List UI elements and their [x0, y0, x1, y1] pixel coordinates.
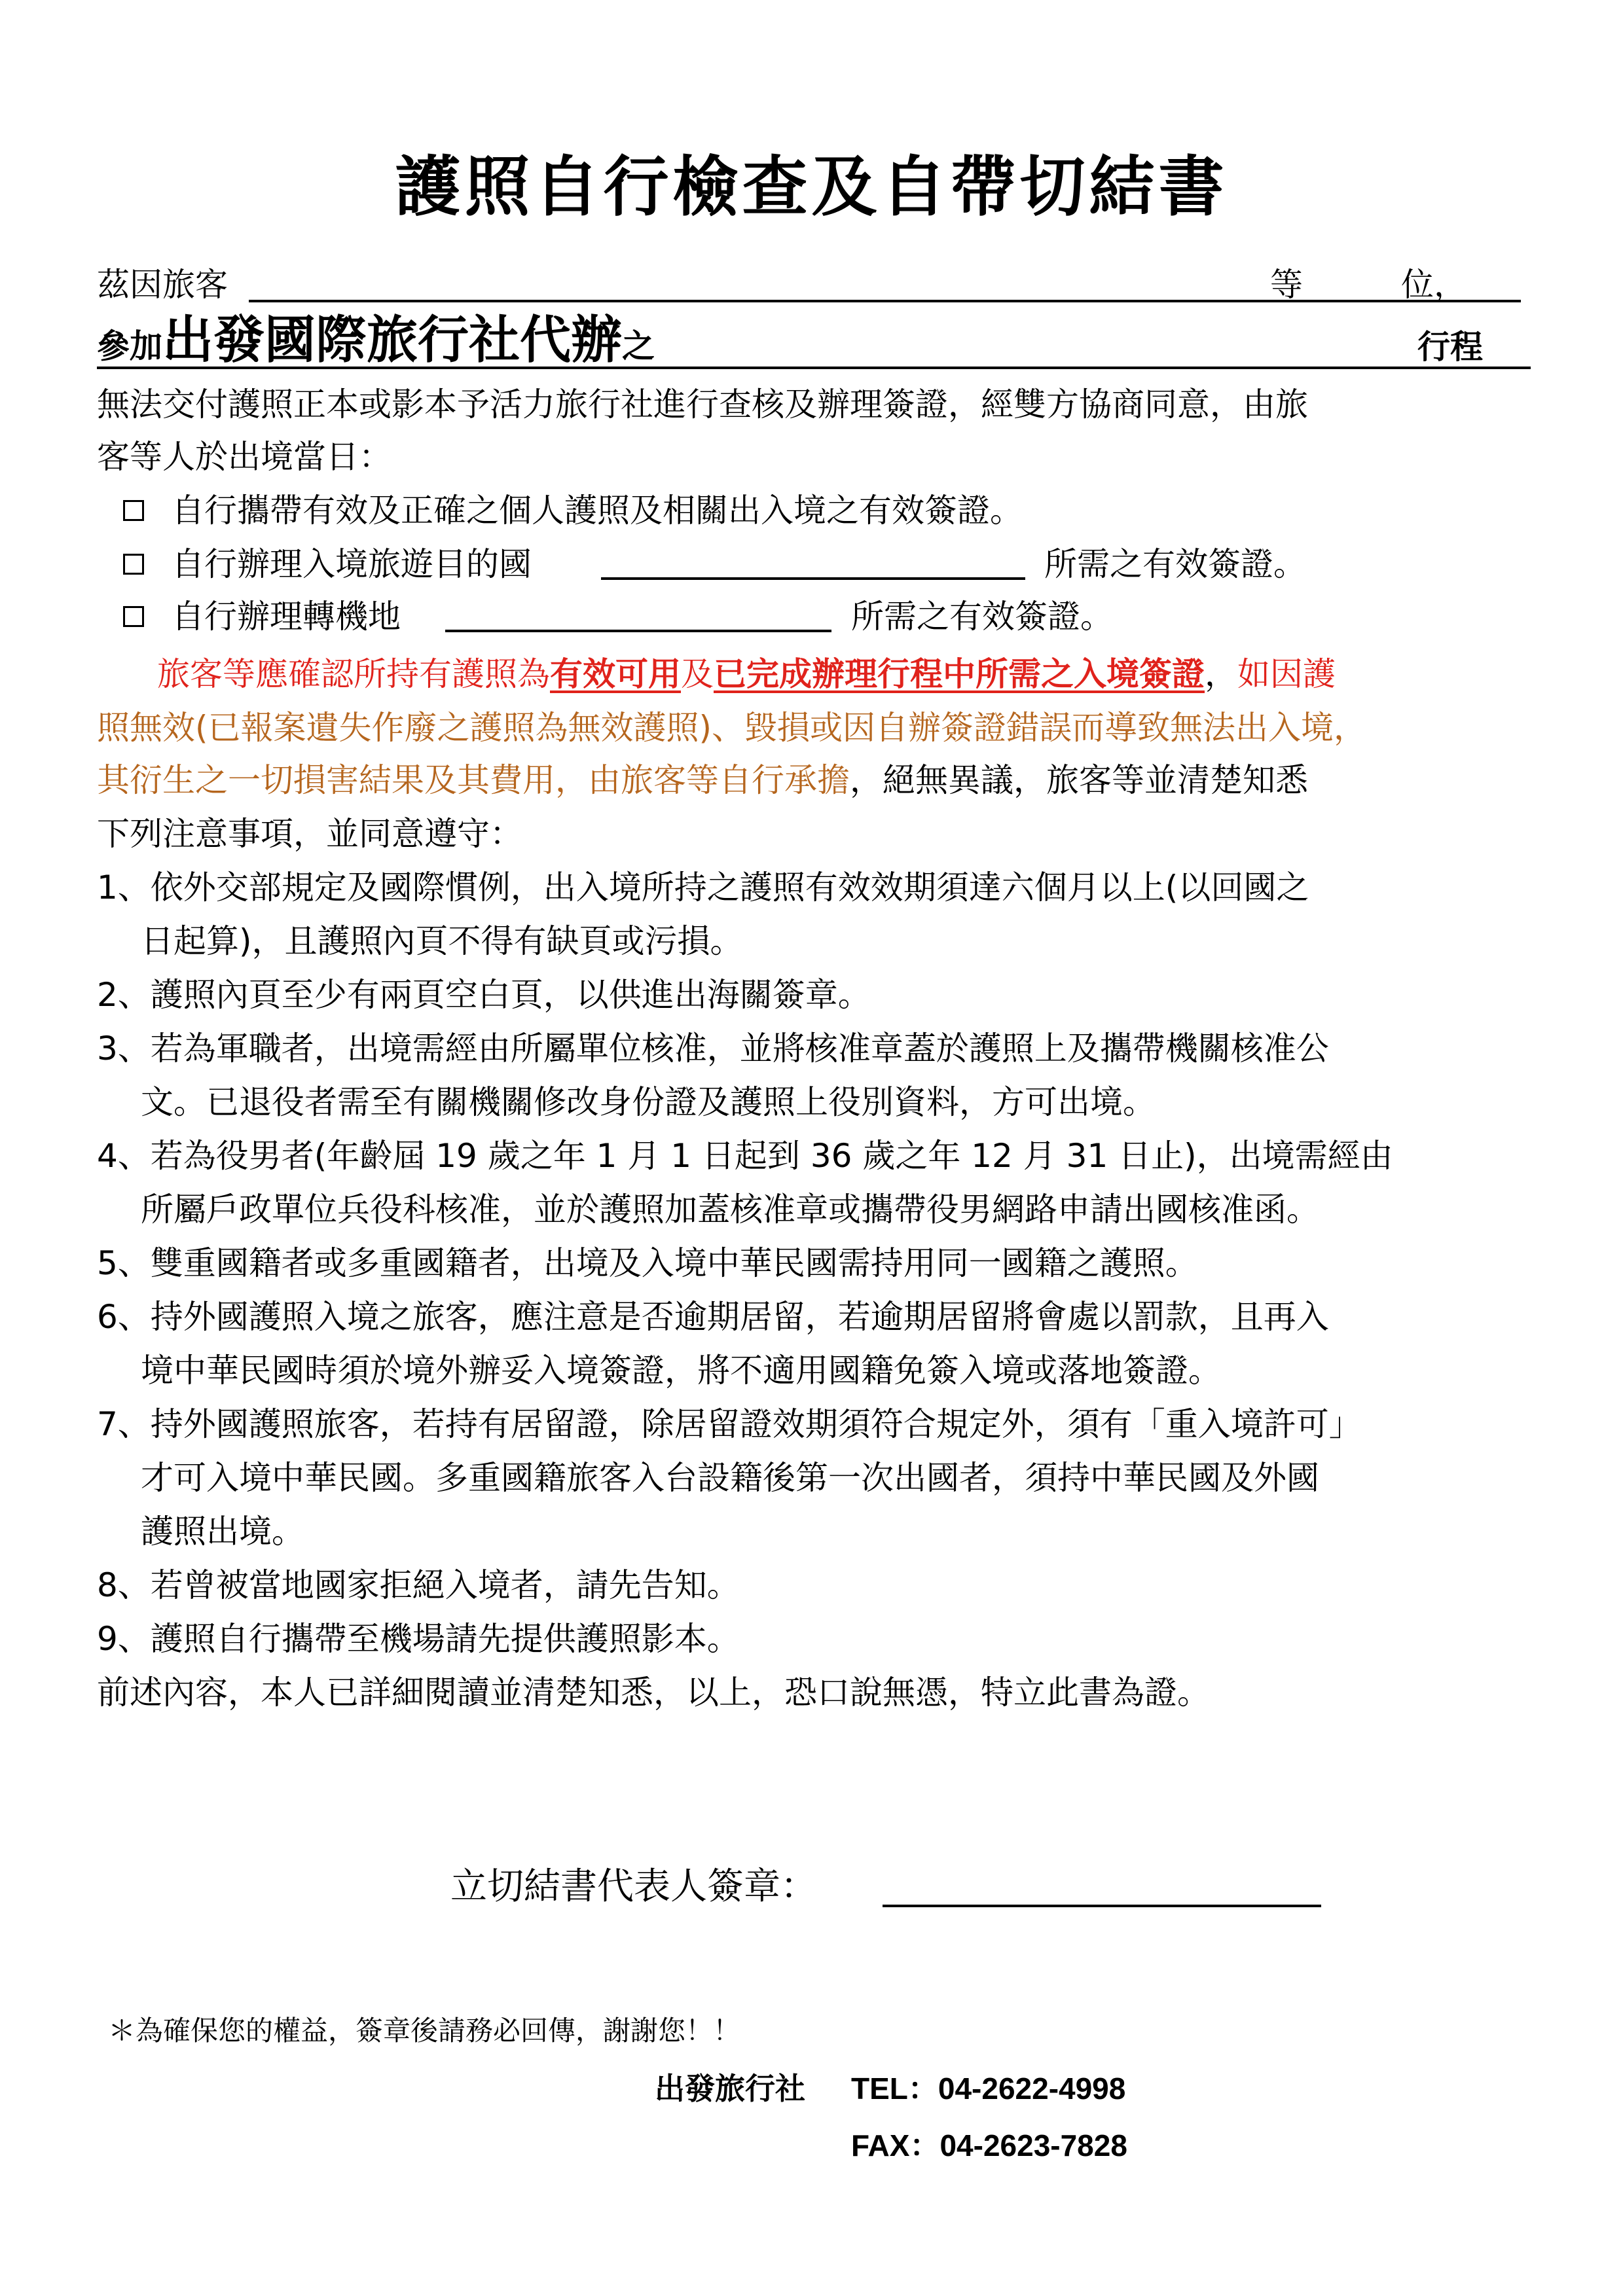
itinerary-field[interactable] [97, 367, 1531, 369]
checklist-item-3-suffix: 所需之有效簽證。 [851, 598, 1113, 636]
count-label-b: 位， [1401, 266, 1467, 304]
join-line [97, 311, 655, 372]
destination-country-field[interactable] [601, 577, 1025, 580]
rule-3-line-1: 3、若為軍職者，出境需經由所屬單位核准，並將核准章蓋於護照上及攜帶機關核准公 [97, 1030, 1329, 1067]
warning-line-1: 旅客等應確認所持有護照為有效可用及已完成辦理行程中所需之入境簽證，如因護 [157, 655, 1336, 693]
rule-3-line-2: 文。已退役者需至有關機關修改身份證及護照上役別資料，方可出境。 [141, 1083, 1156, 1121]
checkbox[interactable] [123, 554, 144, 575]
intro-line-1: 無法交付護照正本或影本予活力旅行社進行查核及辦理簽證，經雙方協商同意，由旅 [97, 386, 1308, 423]
signature-label: 立切結書代表人簽章： [450, 1865, 817, 1908]
rule-2-line-1: 2、護照內頁至少有兩頁空白頁，以供進出海關簽章。 [97, 976, 871, 1014]
rule-4-line-1: 4、若為役男者(年齡屆 19 歲之年 1 月 1 日起到 36 歲之年 12 月 31 日止)，出境需經由 [97, 1137, 1393, 1175]
checklist-item: 自行攜帶有效及正確之個人護照及相關出入境之有效簽證。 [123, 484, 1023, 531]
agency-name: 出發國際旅行社代辦 [162, 311, 623, 370]
checklist-item: 自行辦理轉機地 [123, 590, 401, 637]
intro-line-2: 客等人於出境當日： [97, 438, 392, 476]
rule-7-line-1: 7、持外國護照旅客，若持有居留證，除居留證效期須符合規定外，須有「重入境許可」 [97, 1405, 1362, 1443]
traveler-label: 茲因旅客 [97, 266, 228, 304]
checkbox[interactable] [123, 606, 144, 627]
rule-7-line-3: 護照出境。 [141, 1513, 304, 1551]
rule-6-line-2: 境中華民國時須於境外辦妥入境簽證，將不適用國籍免簽入境或落地簽證。 [141, 1352, 1221, 1390]
warning-line-3: 其衍生之一切損害結果及其費用，由旅客等自行承擔，絕無異議，旅客等並清楚知悉 [97, 761, 1308, 799]
warning-line-2: 照無效(已報案遺失作廢之護照為無效護照)、毀損或因自辦簽證錯誤而導致無法出入境， [97, 709, 1367, 747]
rule-7-line-2: 才可入境中華民國。多重國籍旅客入台設籍後第一次出國者，須持中華民國及外國 [141, 1459, 1319, 1497]
emphasis-valid: 有效可用 [550, 655, 681, 693]
emphasis-visa: 已完成辦理行程中所需之入境簽證 [714, 655, 1205, 693]
count-label-a: 等 [1270, 266, 1303, 304]
of-label: 之 [622, 327, 655, 365]
signature-field[interactable] [883, 1905, 1321, 1907]
rule-9-line-1: 9、護照自行攜帶至機場請先提供護照影本。 [97, 1620, 740, 1658]
traveler-name-field[interactable] [249, 300, 1521, 302]
transit-location-field[interactable] [445, 630, 831, 632]
document-title: 護照自行檢查及自帶切結書 [395, 149, 1228, 225]
checkbox[interactable] [123, 500, 144, 521]
rule-1-line-1: 1、依外交部規定及國際慣例，出入境所持之護照有效效期須達六個月以上(以回國之 [97, 869, 1309, 906]
rule-4-line-2: 所屬戶政單位兵役科核准，並於護照加蓋核准章或攜帶役男網路申請出國核准函。 [141, 1191, 1319, 1229]
contact-tel: TEL：04-2622-4998 [851, 2072, 1126, 2106]
contact-agency: 出發旅行社 [655, 2071, 805, 2106]
rule-6-line-1: 6、持外國護照入境之旅客，應注意是否逾期居留，若逾期居留將會處以罰款，且再入 [97, 1298, 1329, 1336]
rule-8-line-1: 8、若曾被當地國家拒絕入境者，請先告知。 [97, 1566, 740, 1604]
itinerary-label: 行程 [1417, 328, 1483, 366]
footnote: ＊為確保您的權益，簽章後請務必回傳，謝謝您！！ [108, 2015, 741, 2047]
rule-5-line-1: 5、雙重國籍者或多重國籍者，出境及入境中華民國需持用同一國籍之護照。 [97, 1244, 1198, 1282]
checklist-item-2-suffix: 所需之有效簽證。 [1044, 545, 1306, 583]
contact-fax: FAX：04-2623-7828 [851, 2128, 1127, 2162]
join-label: 參加 [97, 327, 162, 365]
checklist-item: 自行辦理入境旅遊目的國 [123, 538, 532, 585]
closing-statement: 前述內容，本人已詳細閱讀並清楚知悉，以上，恐口說無憑，特立此書為證。 [97, 1674, 1210, 1712]
warning-line-4: 下列注意事項，並同意遵守： [97, 815, 522, 853]
rule-1-line-2: 日起算)，且護照內頁不得有缺頁或污損。 [141, 922, 743, 960]
